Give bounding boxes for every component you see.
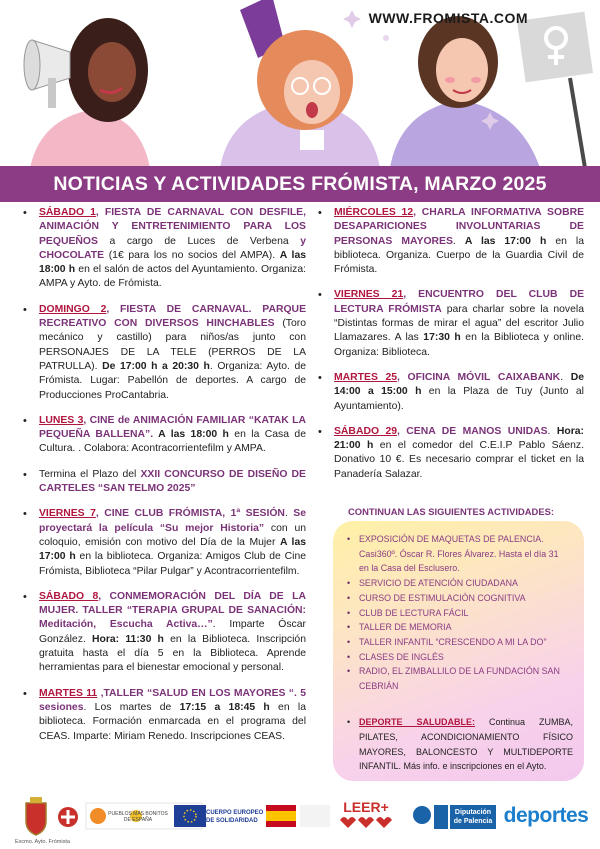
pueblos-bonitos-logo: PUEBLOS MÁS BONITOS DE ESPAÑA (108, 811, 168, 823)
website-url[interactable]: WWW.FROMISTA.COM (368, 10, 528, 26)
bullet-icon: • (347, 666, 351, 677)
list-item: • EXPOSICIÓN DE MAQUETAS DE PALENCIA. Casi360º. Óscar R. Flores Álvarez. Hasta el día 31 en la Casa del Esclusero. (347, 532, 570, 576)
bullet-icon: • (23, 468, 27, 481)
list-item: • CLUB DE LECTURA FÁCIL (347, 606, 570, 621)
bullet-icon: • (347, 592, 351, 603)
leer-logo: LEER+ (343, 799, 389, 815)
list-item: • TALLER INFANTIL “CRESCENDO A MI LA DO” (347, 635, 570, 650)
bullet-icon: • (23, 687, 27, 700)
list-item: • RADIO, EL ZIMBALLILO DE LA FUNDACIÓN SAN CEBRIÁN (347, 664, 570, 693)
continuing-activities-title: CONTINUAN LAS SIGUIENTES ACTIVIDADES: (348, 506, 554, 517)
bullet-icon: • (23, 414, 27, 427)
hero-illustration (0, 0, 600, 168)
list-item: • MARTES 11 ,TALLER “SALUD EN LOS MAYORES “. 5 sesiones. Los martes de 17:15 a 18:45 h en la biblioteca. Formación enmarcada en el programa del CEAS. Imparte: Miriam Renedo. Inscripciones CEAS. (23, 687, 306, 744)
page-title: NOTICIAS Y ACTIVIDADES FRÓMISTA, MARZO 2025 (0, 166, 600, 202)
bullet-icon: • (347, 717, 351, 727)
eu-flag-icon (174, 805, 206, 827)
bullet-icon: • (318, 371, 322, 384)
bullet-icon: • (23, 207, 27, 219)
list-item: • MIÉRCOLES 12, CHARLA INFORMATIVA SOBRE DESAPARICIONES INVOLUNTARIAS DE PERSONAS MAYORES. A las 17:00 h en la biblioteca. Organiza. Cuerpo de la Guardia Civil de Frómista. (318, 206, 584, 277)
list-item: • SÁBADO 1, FIESTA DE CARNAVAL CON DESFILE, ANIMACIÓN Y ENTRETENIMIENTO PARA LOS PEQUEÑOS a cargo de Luces de Verbena y CHOCOLATE (1€ para los no socios del AMPA). A las 18:00 h en el salón de actos del Ayuntamiento. Organiza: AMPA y Ayto. de Frómista. (23, 206, 306, 292)
bullet-icon: • (23, 303, 27, 316)
deporte-saludable: • DEPORTE SALUDABLE: Continua ZUMBA, PILATES, ACONDICIONAMIENTO FÍSICO MAYORES, BALONCESTO Y MULTIDEPORTE INFANTIL. Más info. e inscripciones en el Ayto. (347, 715, 573, 774)
cuerpo-europeo-logo: CUERPO EUROPEO DE SOLIDARIDAD (206, 810, 264, 824)
list-item: • VIERNES 21, ENCUENTRO DEL CLUB DE LECTURA FRÓMISTA para charlar sobre la novela “Distintas formas de mirar el agua” del escritor Julio Llamazares. A las 17:30 h en la Biblioteca y online. Organiza: Biblioteca. (318, 288, 584, 359)
list-item: • VIERNES 7, CINE CLUB FRÓMISTA, 1ª SESIÓN. Se proyectará la película “Su mejor Historia” con un coloquio, emisión con motivo del Día de la Mujer A las 17:00 h en la biblioteca. Organiza: Amigos Club de Cine Frómista, Biblioteca “Pilar Pulgar” y Acontracorrientefilm. (23, 507, 306, 578)
continuing-activities-box (333, 521, 584, 781)
leer-logo-hearts (340, 817, 392, 828)
bullet-icon: • (347, 578, 351, 589)
list-item: • CLASES DE INGLÉS (347, 650, 570, 665)
bullet-icon: • (318, 425, 322, 438)
bullet-icon: • (318, 207, 322, 219)
list-item: • Termina el Plazo del XXII CONCURSO DE DISEÑO DE CARTELES “SAN TELMO 2025” (23, 468, 306, 497)
coat-of-arms-icon (26, 797, 46, 835)
list-item: • DOMINGO 2, FIESTA DE CARNAVAL. PARQUE RECREATIVO CON DIVERSOS HINCHABLES (Toro mecánico y castillo) para niños/as junto con PERSONAJES DE LA TELE (PERROS DE LA PATRULLA). De 17:00 h a 20:30 h. Organiza: Ayto. de Frómista. Lugar: Pabellón de deportes. A cargo de Producciones ProCantabria. (23, 303, 306, 403)
bullet-icon: • (23, 590, 27, 603)
list-item: • TALLER DE MEMORIA (347, 620, 570, 635)
left-column (23, 206, 306, 755)
sponsor-footer (0, 795, 600, 849)
activities-list (333, 521, 584, 694)
diputacion-palencia-logo: Diputación de Palencia (450, 805, 496, 829)
deportes-logo: deportes (503, 804, 589, 827)
list-item: • CURSO DE ESTIMULACIÓN COGNITIVA (347, 591, 570, 606)
right-column (318, 206, 584, 493)
bullet-icon: • (347, 607, 351, 618)
list-item: • LUNES 3, CINE de ANIMACIÓN FAMILIAR “KATAK LA PEQUEÑA BALLENA”. A las 18:00 h en la Casa de Cultura. . Colabora: Acontracorrientefilm y AMPA. (23, 414, 306, 457)
red-cross-logo (58, 807, 78, 827)
bullet-icon: • (318, 289, 322, 302)
list-item: • SERVICIO DE ATENCIÓN CIUDADANA (347, 576, 570, 591)
list-item: • MARTES 25, OFICINA MÓVIL CAIXABANK. De 14:00 a 15:00 h en la Plaza de Tuy (Junto al Ayuntamiento). (318, 371, 584, 414)
bullet-icon: • (347, 622, 351, 633)
bullet-icon: • (347, 534, 351, 544)
escudo-caption: Excmo. Ayto. Frómista (15, 839, 70, 845)
list-item: • SÁBADO 8, CONMEMORACIÓN DEL DÍA DE LA MUJER. TALLER “TERAPIA GRUPAL DE SANACIÓN: Meditación, Escucha Activa…”. Imparte Óscar González. Hora: 11:30 h en la Biblioteca. Inscripción gratuita hasta el día 5 en la Biblioteca. Aprende herramientas para el bienestar emocional y personal. (23, 590, 306, 676)
bullet-icon: • (23, 508, 27, 521)
list-item: • SÁBADO 29, CENA DE MANOS UNIDAS. Hora: 21:00 h en el comedor del C.E.I.P Pablo Sáenz. Donativo 10 €. Es necesario comprar el ticket en la Panadería Salazar. (318, 425, 584, 482)
bullet-icon: • (347, 651, 351, 662)
bullet-icon: • (347, 636, 351, 647)
